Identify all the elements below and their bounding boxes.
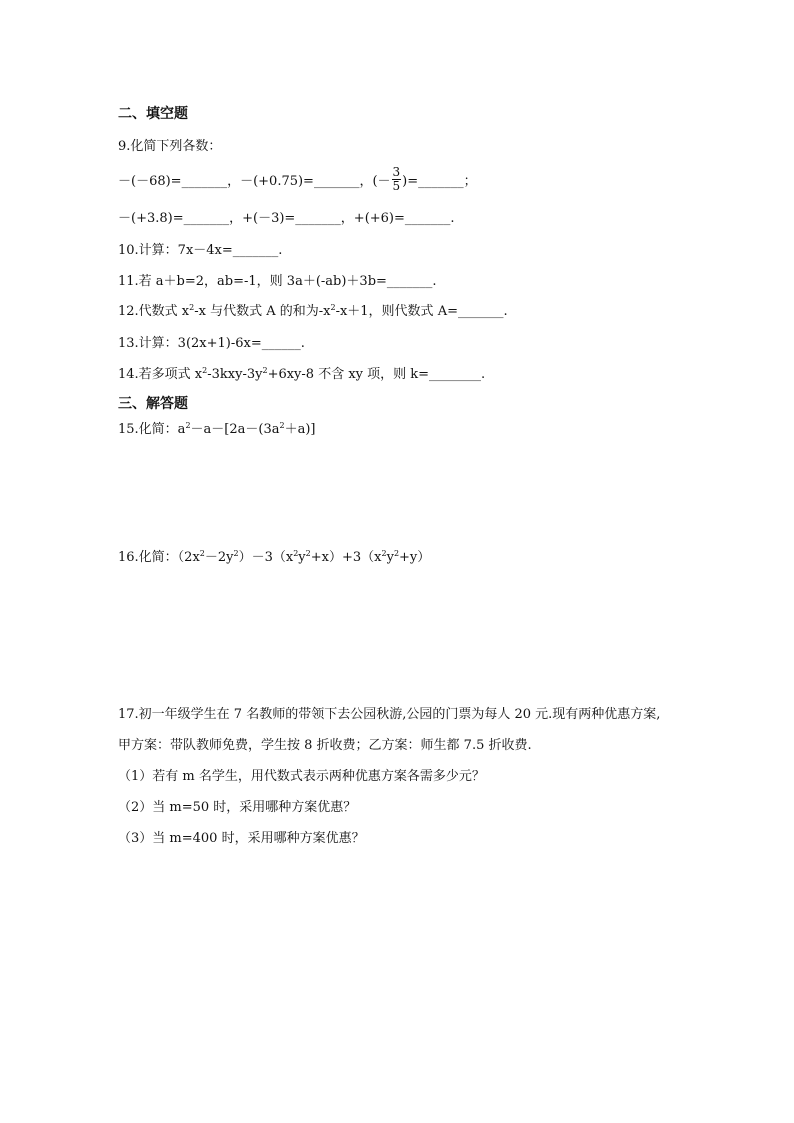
exponent: 2 <box>189 303 195 312</box>
section-heading-fill-in: 二、填空题 <box>118 106 188 122</box>
exponent: 2 <box>233 549 239 558</box>
q16 <box>118 546 430 565</box>
exponent: 2 <box>393 549 400 558</box>
exponent: 2 <box>202 366 208 375</box>
q16-part: －2y <box>204 550 234 565</box>
q16-part: y <box>298 550 306 565</box>
q9-row1 <box>118 164 477 194</box>
q17-sub2: （2）当 m=50 时，采用哪种方案优惠？ <box>118 800 357 815</box>
q9-row1-text-a: －(－68)=_______，－(+0.75)=_______，(－ <box>118 173 391 189</box>
q10: 10.计算：7x－4x=_______. <box>118 243 283 258</box>
exponent: 2 <box>279 421 285 430</box>
q15-part: ＋a)] <box>284 422 316 437</box>
q16-part: +y） <box>399 550 431 565</box>
q12-part: 12.代数式 x <box>118 304 190 319</box>
fraction-denominator: 5 <box>392 178 401 193</box>
q13: 13.计算：3(2x+1)-6x=______. <box>118 336 305 351</box>
q16-part: y <box>386 550 394 565</box>
q9-prompt: 9.化简下列各数： <box>118 139 222 154</box>
q11: 11.若 a＋b=2，ab=-1，则 3a＋(-ab)＋3b=_______. <box>118 274 437 289</box>
q12 <box>118 300 508 319</box>
exponent: 2 <box>305 549 311 558</box>
q15-part: －a－[2a－(3a <box>190 422 280 437</box>
q12-part: -x 与代数式 A 的和为-x <box>194 304 331 319</box>
q16-part: ）－3（x <box>238 550 294 565</box>
fraction-numerator: 3 <box>392 164 401 179</box>
q17-sub1: （1）若有 m 名学生，用代数式表示两种优惠方案各需多少元？ <box>118 769 485 784</box>
fraction-three-fifths <box>392 166 402 193</box>
exponent: 2 <box>293 549 299 558</box>
exponent: 2 <box>185 421 191 430</box>
q14 <box>118 363 485 382</box>
exponent: 2 <box>381 549 387 558</box>
exponent: 2 <box>330 303 336 312</box>
q14-part: 14.若多项式 x <box>118 367 203 382</box>
q17-sub3: （3）当 m=400 时，采用哪种方案优惠？ <box>118 831 365 846</box>
q15 <box>118 418 315 437</box>
q17-line1: 17.初一年级学生在 7 名教师的带领下去公园秋游,公园的门票为每人 20 元.现有两种优惠方案, <box>118 707 661 722</box>
q16-part: +x）+3（x <box>310 550 382 565</box>
q12-part: -x＋1，则代数式 A=_______. <box>335 304 508 319</box>
exponent: 2 <box>199 549 205 558</box>
q9-row2: －(+3.8)=_______，+(－3)=_______，+(+6)=_______. <box>118 211 455 226</box>
q14-part: -3kxy-3y <box>207 367 263 382</box>
q16-part: 16.化简：（2x <box>118 550 200 565</box>
q9-row1-text-b: )=_______； <box>402 173 477 189</box>
q17-line2: 甲方案：带队教师免费，学生按 8 折收费；乙方案：师生都 7.5 折收费. <box>118 738 532 753</box>
q14-part: +6xy-8 不含 xy 项，则 k=________. <box>267 367 486 382</box>
exponent: 2 <box>262 366 268 375</box>
q15-part: 15.化简：a <box>118 422 186 437</box>
section-heading-answers: 三、解答题 <box>118 396 188 412</box>
